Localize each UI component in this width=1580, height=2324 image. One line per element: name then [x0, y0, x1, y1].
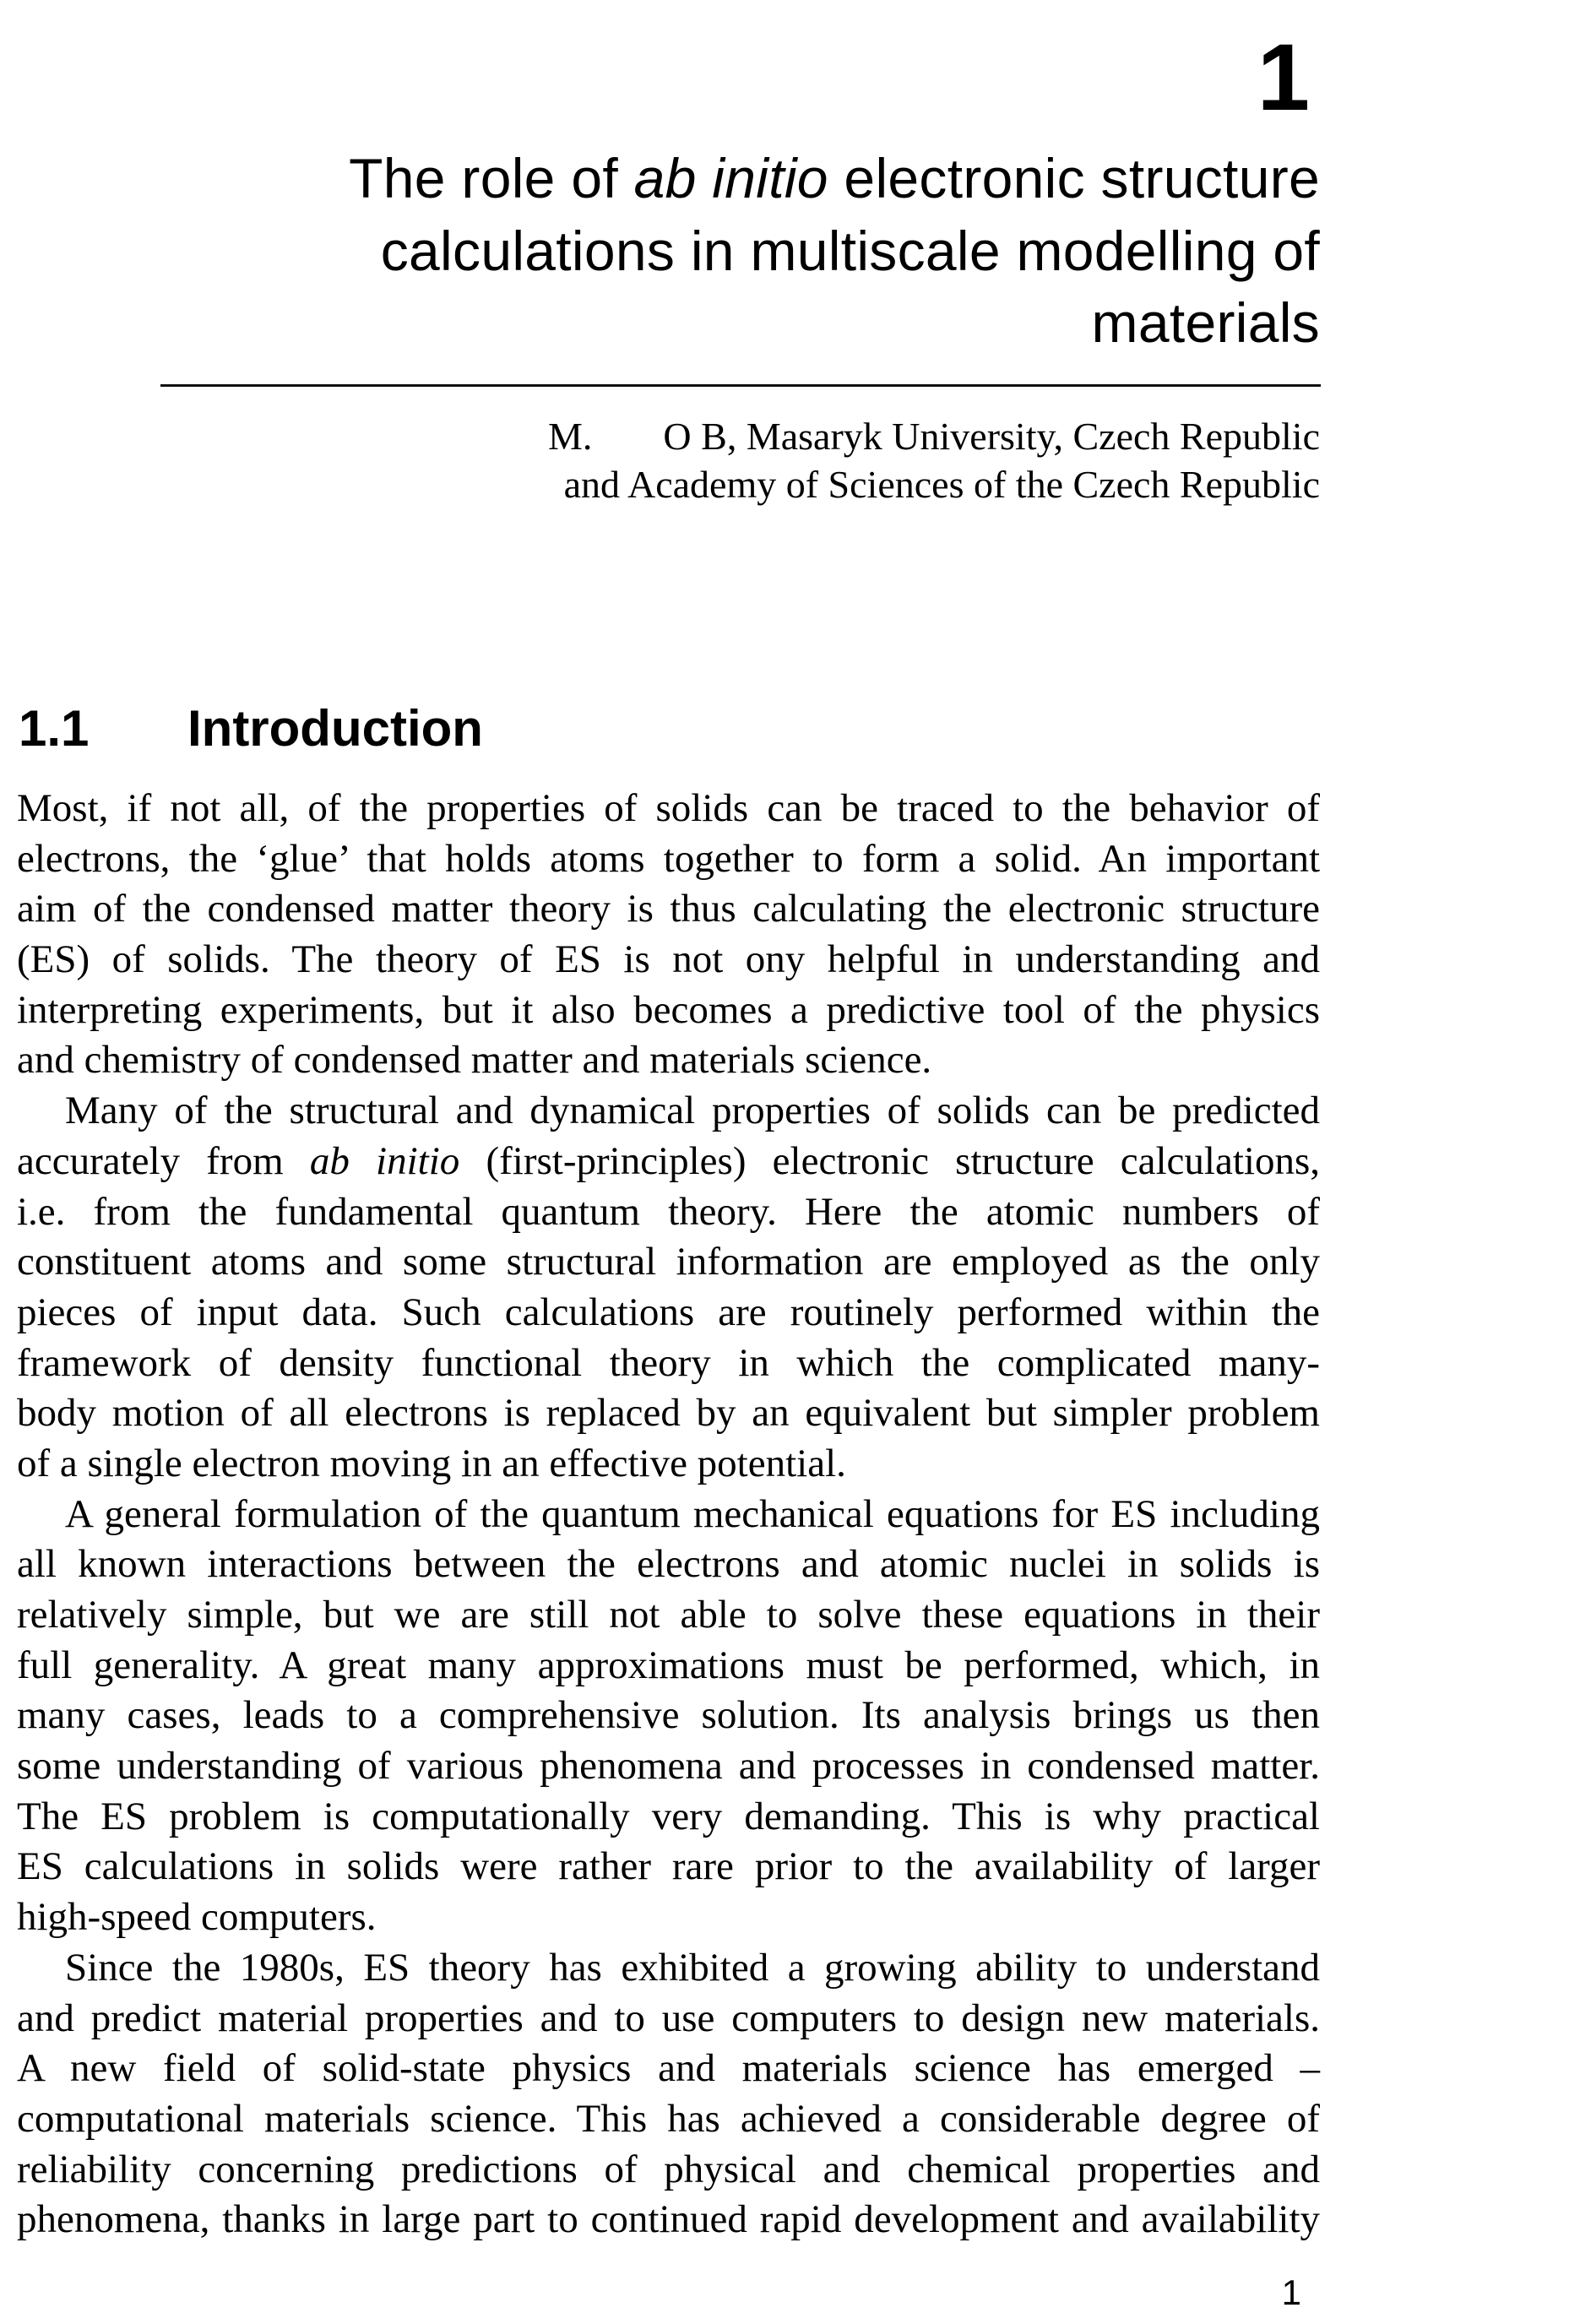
chapter-title	[253, 143, 1320, 360]
body-line: reliability concerning predictions of physical and chemical properties and	[17, 2147, 1320, 2191]
chapter-title-line	[253, 143, 1320, 215]
page-number: 1	[1281, 2272, 1301, 2312]
body-line: many cases, leads to a comprehensive solution. Its analysis brings us then	[17, 1693, 1320, 1738]
author-initial: M.	[548, 415, 593, 458]
body-text-run: (first-principles) electronic structure calculations,	[459, 1138, 1320, 1183]
body-line: ES calculations in solids were rather rare prior to the availability of larger	[17, 1844, 1320, 1889]
section-number: 1.1	[19, 700, 90, 757]
body-line: electrons, the ‘glue’ that holds atoms together to form a solid. An important	[17, 836, 1320, 881]
body-line: pieces of input data. Such calculations are routinely performed within the	[17, 1290, 1320, 1334]
body-line: A new field of solid-state physics and materials science has emerged –	[17, 2046, 1320, 2091]
title-text: electronic structure	[828, 147, 1320, 209]
body-line: relatively simple, but we are still not able to solve these equations in their	[17, 1593, 1320, 1637]
body-line: and predict material properties and to use computers to design new materials.	[17, 1995, 1320, 2040]
body-line: some understanding of various phenomena and processes in condensed matter.	[17, 1744, 1320, 1789]
body-text-run: accurately from	[17, 1138, 310, 1183]
body-line: body motion of all electrons is replaced by an equivalent but simpler problem	[17, 1391, 1320, 1436]
body-line: high-speed computers.	[17, 1895, 377, 1940]
chapter-title-line: calculations in multiscale modelling of	[380, 219, 1320, 282]
body-line: The ES problem is computationally very demanding. This is why practical	[17, 1794, 1320, 1838]
chapter-title-line: materials	[1091, 291, 1320, 354]
body-line: framework of density functional theory in which the complicated many-	[17, 1340, 1320, 1385]
title-italic-text: ab initio	[633, 147, 828, 209]
body-text	[17, 784, 1320, 2245]
body-line: phenomena, thanks in large part to continued rapid development and availability	[17, 2197, 1320, 2242]
title-rule-divider	[160, 384, 1321, 387]
body-line: i.e. from the fundamental quantum theory. Here the atomic numbers of	[17, 1189, 1320, 1234]
author-line	[338, 412, 1320, 460]
author-affiliation	[338, 412, 1320, 508]
chapter-number: 1	[1257, 24, 1310, 130]
body-italic-run: ab initio	[309, 1138, 460, 1183]
author-name-affiliation: O B, Masaryk University, Czech Republic	[663, 415, 1320, 458]
body-line: Many of the structural and dynamical properties of solids can be predicted	[65, 1089, 1320, 1133]
body-line: interpreting experiments, but it also becomes a predictive tool of the physics	[17, 987, 1320, 1032]
body-line	[17, 1137, 1320, 1187]
body-line: and chemistry of condensed matter and materials science.	[17, 1038, 932, 1083]
body-line: all known interactions between the electrons and atomic nuclei in solids is	[17, 1542, 1320, 1587]
body-line: Since the 1980s, ES theory has exhibited a growing ability to understand	[65, 1945, 1320, 1990]
body-line: of a single electron moving in an effective potential.	[17, 1441, 846, 1485]
body-line: (ES) of solids. The theory of ES is not ony helpful in understanding and	[17, 937, 1320, 982]
section-title: Introduction	[187, 700, 483, 757]
body-line: computational materials science. This has achieved a considerable degree of	[17, 2096, 1320, 2141]
body-line: constituent atoms and some structural information are employed as the only	[17, 1240, 1320, 1284]
section-heading	[19, 700, 483, 757]
body-line: Most, if not all, of the properties of solids can be traced to the behavior of	[17, 786, 1320, 830]
title-text: The role of	[349, 147, 634, 209]
body-line: A general formulation of the quantum mechanical equations for ES including	[65, 1491, 1320, 1536]
body-line: full generality. A great many approximations must be performed, which, in	[17, 1643, 1320, 1687]
body-line: aim of the condensed matter theory is thus calculating the electronic structure	[17, 887, 1320, 931]
affiliation-line: and Academy of Sciences of the Czech Republic	[563, 463, 1320, 506]
